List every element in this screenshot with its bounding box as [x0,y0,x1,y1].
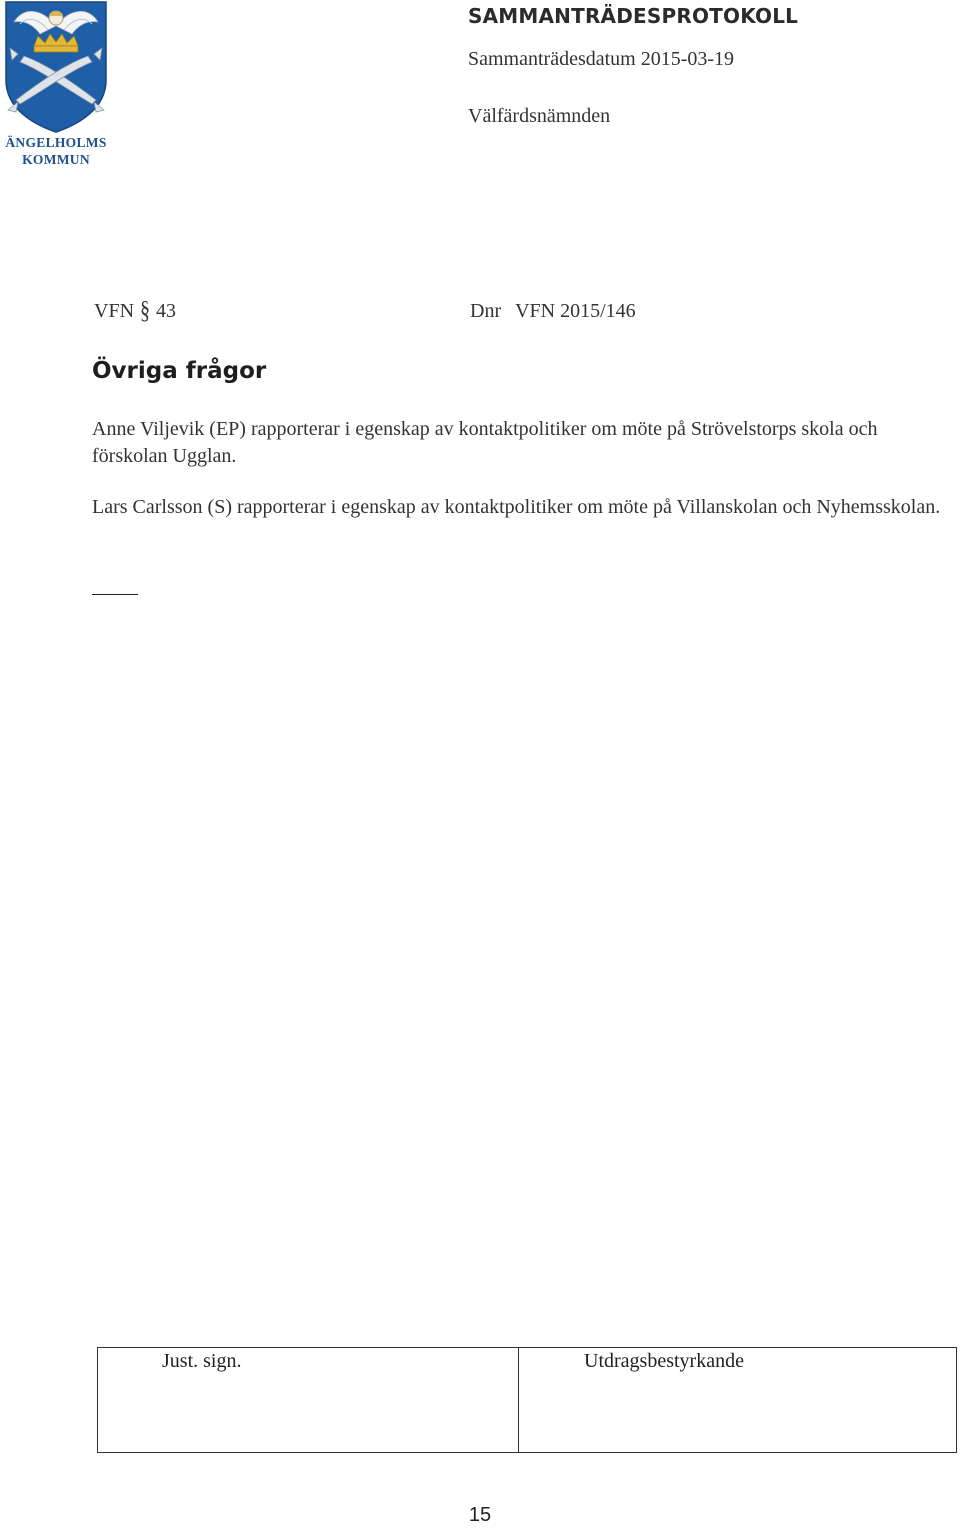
meeting-date: Sammanträdesdatum 2015-03-19 [468,48,735,70]
diary-number [470,300,636,323]
document-title: SAMMANTRÄDESPROTOKOLL [468,4,799,28]
section-heading: Övriga frågor [92,358,267,384]
end-rule [92,594,138,595]
paragraph-prefix: VFN [94,300,135,322]
logo-text-line1: ÄNGELHOLMS [5,135,107,150]
body-paragraph-2: Lars Carlsson (S) rapporterar i egenskap av kontaktpolitiker om möte på Villanskolan och Nyhemsskolan. [92,496,941,518]
board-name: Välfärdsnämnden [468,105,611,127]
paragraph-number: 43 [156,300,177,322]
dnr-value: VFN 2015/146 [515,300,636,322]
dnr-label: Dnr [470,300,502,322]
logo-text-line2: KOMMUN [22,152,90,167]
section-symbol: § [140,297,151,325]
body-paragraph-1: Anne Viljevik (EP) rapporterar i egenskap av kontaktpolitiker om möte på Strövelstorps skola och förskolan Ugglan. [92,418,878,467]
coat-of-arms-icon [0,0,112,135]
signature-box [97,1347,957,1453]
utdragsbestyrkande-cell [519,1348,956,1452]
utdragsbestyrkande-label: Utdragsbestyrkande [584,1350,744,1372]
municipality-logo [0,0,112,170]
just-sign-label: Just. sign. [162,1350,242,1372]
page-number: 15 [468,1504,492,1526]
just-sign-cell [98,1348,519,1452]
paragraph-reference [94,297,177,325]
